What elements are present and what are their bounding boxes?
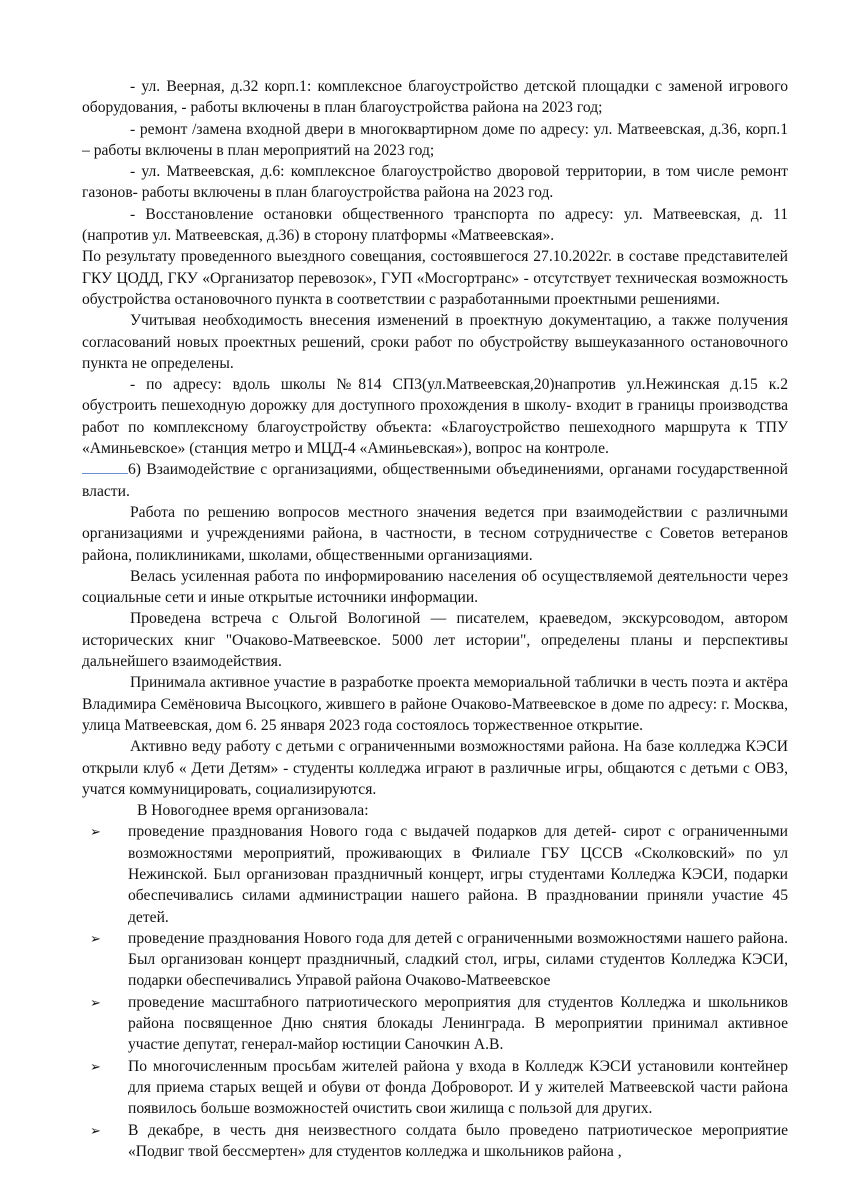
list-item bbox=[90, 1056, 788, 1120]
paragraph: - ул. Матвеевская, д.6: комплексное благоустройство дворовой территории, в том числе ремонт газонов- работы включены в план благоустройства района на 2023 год. bbox=[82, 163, 788, 202]
underline-mark bbox=[82, 459, 128, 474]
list-item bbox=[90, 821, 788, 927]
list-item-text: проведение празднования Нового года с выдачей подарков для детей- сирот с ограниченными возможностями мероприятий, проживающих в Филиале ГБУ ЦССВ «Сколковский» по ул Нежинской. Был организован праздничный концерт, игры студентами Колледжа КЭСИ, подарки обеспечивались силами администрации нашего района. В праздновании приняли участие 45 детей. bbox=[128, 823, 788, 926]
list-item bbox=[90, 928, 788, 992]
paragraph: Активно веду работу с детьми с ограниченными возможностями района. На базе колледжа КЭСИ открыли клуб « Дети Детям» - студенты колледжа играют в различные игры, общаются с детьми с ОВЗ, учатся коммуницировать, социализируются. bbox=[82, 738, 788, 798]
document-body bbox=[82, 76, 788, 1162]
list-item-text: проведение масштабного патриотического мероприятия для студентов Колледжа и школьников района посвященное Дню снятия блокады Ленинграда. В мероприятии принимал активное участие депутат, генерал-майор юстиции Саночкин А.В. bbox=[128, 993, 788, 1054]
paragraph: Проведена встреча с Ольгой Вологиной — писателем, краеведом, экскурсоводом, автором исторических книг "Очаково-Матвеевское. 5000 лет истории", определены планы и перспективы дальнейшего взаимодействия. bbox=[82, 610, 788, 671]
arrow-bullet-icon: ➢ bbox=[90, 824, 101, 840]
arrow-bullet-icon: ➢ bbox=[90, 1122, 101, 1138]
paragraph: - по адресу: вдоль школы №814 СП3(ул.Матвеевская,20)напротив ул.Нежинская д.15 к.2 обустроить пешеходную дорожку для доступного прохождения в школу- входит в границы производства работ по комплексному благоустройству объекта: «Благоустройство пешеходного маршрута к ТПУ «Аминьевское» (станция метро и МЦД-4 «Аминьевская»), вопрос на контроле. bbox=[82, 376, 788, 458]
list-item bbox=[90, 1120, 788, 1163]
paragraph: Учитывая необходимость внесения изменений в проектную документацию, а также получения согласований новых проектных решений, сроки работ по обустройству вышеуказанного остановочного пункта не определены. bbox=[82, 312, 788, 372]
paragraph: Работа по решению вопросов местного значения ведется при взаимодействии с различными организациями и учреждениями района, в частности, в тесном сотрудничестве с Советов ветеранов района, поликлиниками, школами, общественными организациями. bbox=[82, 503, 788, 564]
list-item-text: проведение празднования Нового года для детей с ограниченными возможностями нашего района. Был организован концерт праздничный, сладкий стол, игры, силами студентов Колледжа КЭСИ, подарки обеспечивались Управой района Очаково-Матвеевское bbox=[128, 929, 788, 990]
paragraph: Принимала активное участие в разработке проекта мемориальной таблички в честь поэта и актёра Владимира Семёновича Высоцкого, жившего в районе Очаково-Матвеевское в доме по адресу: г. Москва, улица Матвеевская, дом 6. 25 января 2023 года состоялось торжественное открытие. bbox=[82, 674, 788, 734]
list-intro: В Новогоднее время организовала: bbox=[137, 802, 369, 820]
paragraph: Велась усиленная работа по информированию населения об осуществляемой деятельности через социальные сети и иные открытые источники информации. bbox=[82, 567, 788, 607]
list-item-text: По многочисленным просьбам жителей района у входа в Колледж КЭСИ установили контейнер для приема старых вещей и обуви от фонда Доброворот. И у жителей Матвеевской части района появилось больше возможностей очистить свои жилища с пользой для других. bbox=[128, 1057, 788, 1118]
paragraph: По результату проведенного выездного совещания, состоявшегося 27.10.2022г. в составе представителей ГКУ ЦОДД, ГКУ «Организатор перевозок», ГУП «Мосгортранс» - отсутствует техническая возможность обустройства остановочного пункта в соответствии с разработанными проектными решениями. bbox=[82, 248, 788, 308]
arrow-bullet-icon: ➢ bbox=[90, 994, 101, 1010]
paragraph: - ул. Веерная, д.32 корп.1: комплексное благоустройство детской площадки с заменой игрового оборудования, - работы включены в план благоустройства района на 2023 год; bbox=[82, 78, 788, 117]
paragraph: - ремонт /замена входной двери в многоквартирном доме по адресу: ул. Матвеевская, д.36, корп.1 – работы включены в план мероприятий на 2023 год; bbox=[82, 120, 788, 159]
paragraph: - Восстановление остановки общественного транспорта по адресу: ул. Матвеевская, д. 11 (напротив ул. Матвеевская, д.36) в сторону платформы «Матвеевская». bbox=[82, 205, 788, 245]
list-item-text: В декабре, в честь дня неизвестного солдата было проведено патриотическое мероприятие «Подвиг твой бессмертен» для студентов колледжа и школьников района , bbox=[128, 1121, 788, 1160]
bullet-list bbox=[82, 821, 788, 1162]
section-heading-text: 6) Взаимодействие с организациями, общественными объединениями, органами государственной власти. bbox=[82, 461, 788, 500]
list-item bbox=[90, 992, 788, 1056]
section-heading-paragraph bbox=[82, 459, 788, 502]
arrow-bullet-icon: ➢ bbox=[90, 1058, 101, 1074]
arrow-bullet-icon: ➢ bbox=[90, 930, 101, 946]
